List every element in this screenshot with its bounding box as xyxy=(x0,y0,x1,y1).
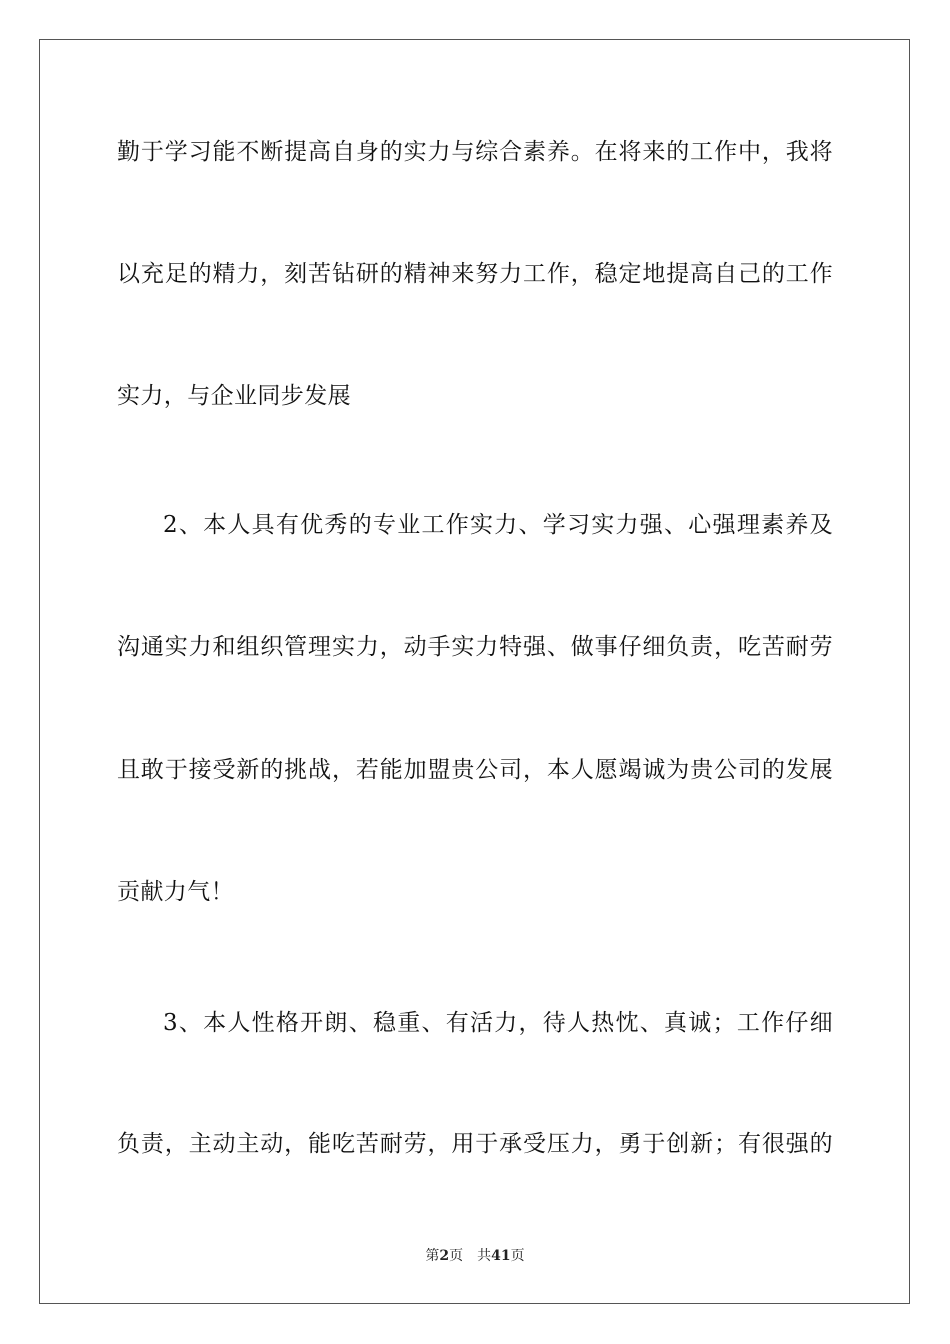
page-suffix: 页 xyxy=(449,1248,464,1264)
page-border xyxy=(39,39,910,1304)
text-line-9: 负责，主动主动，能吃苦耐劳，用于承受压力，勇于创新；有很强的 xyxy=(117,1131,833,1157)
text-line-3: 实力，与企业同步发展 xyxy=(117,383,351,409)
text-line-5: 沟通实力和组织管理实力，动手实力特强、做事仔细负责，吃苦耐劳 xyxy=(117,634,833,660)
total-suffix: 页 xyxy=(510,1248,525,1264)
page-number: 2 xyxy=(439,1248,450,1264)
page-footer xyxy=(0,1247,950,1265)
text-line-1: 勤于学习能不断提高自身的实力与综合素养。在将来的工作中，我将 xyxy=(117,139,833,165)
page-prefix: 第 xyxy=(425,1248,440,1264)
total-pages: 41 xyxy=(491,1248,511,1264)
text-line-8: 3、本人性格开朗、稳重、有活力，待人热忱、真诚；工作仔细 xyxy=(163,1010,833,1036)
text-line-2: 以充足的精力，刻苦钻研的精神来努力工作，稳定地提高自己的工作 xyxy=(117,261,833,287)
text-line-7: 贡献力气！ xyxy=(117,879,234,905)
total-prefix: 共 xyxy=(477,1248,492,1264)
text-line-6: 且敢于接受新的挑战，若能加盟贵公司，本人愿竭诚为贵公司的发展 xyxy=(117,757,833,783)
text-line-4: 2、本人具有优秀的专业工作实力、学习实力强、心强理素养及 xyxy=(163,512,833,538)
